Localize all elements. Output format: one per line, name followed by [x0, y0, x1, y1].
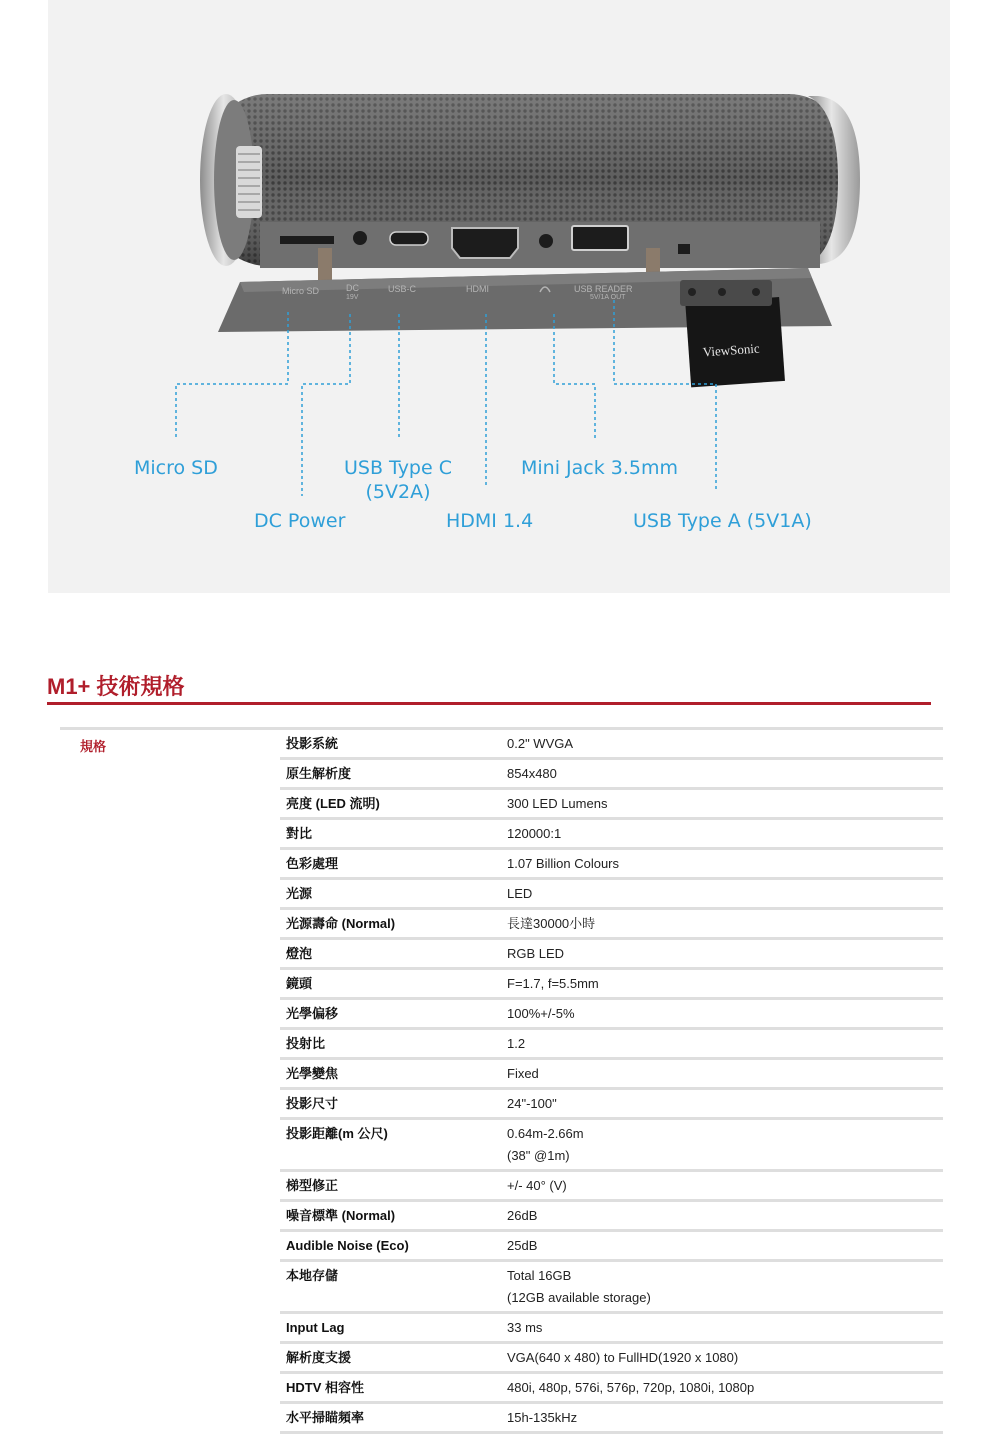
spec-value [501, 909, 943, 939]
label-usb-type-a: USB Type A (5V1A) [633, 510, 812, 532]
label-hdmi: HDMI 1.4 [446, 510, 534, 532]
viewsonic-tag [685, 297, 785, 387]
spec-key: 投影距離(m 公尺) [280, 1119, 501, 1171]
focus-wheel [236, 146, 262, 218]
spec-key: 本地存儲 [280, 1261, 501, 1313]
label-usb-type-c-spec: (5V2A) [365, 481, 431, 503]
usb-a-port [572, 226, 628, 250]
label-micro-sd: Micro SD [134, 457, 218, 479]
spec-value [501, 1059, 943, 1089]
spec-value-line: +/- 40° (V) [507, 1178, 567, 1193]
spec-row [280, 789, 943, 819]
spec-row [280, 1029, 943, 1059]
spec-value [501, 1171, 943, 1201]
spec-value [501, 849, 943, 879]
spec-row [280, 1403, 943, 1433]
spec-key: 梯型修正 [280, 1171, 501, 1201]
spec-row [280, 999, 943, 1029]
spec-row [280, 1373, 943, 1403]
spec-key: Input Lag [280, 1313, 501, 1343]
spec-value [501, 939, 943, 969]
label-usb-type-c [340, 456, 456, 504]
spec-key: 光源壽命 (Normal) [280, 909, 501, 939]
cover-text-usb-reader-sub: 5V/1A OUT [590, 294, 626, 301]
spec-value [501, 730, 943, 759]
spec-key: 色彩處理 [280, 849, 501, 879]
spec-value-line: F=1.7, f=5.5mm [507, 976, 599, 991]
spec-value-line: 26dB [507, 1208, 538, 1223]
cover-text-usb-reader: USB READER [574, 284, 633, 294]
spec-value [501, 1343, 943, 1373]
spec-key: Audible Noise (Eco) [280, 1231, 501, 1261]
spec-row [280, 759, 943, 789]
spec-table [280, 730, 943, 1434]
spec-value [501, 879, 943, 909]
spec-value [501, 759, 943, 789]
spec-key: 燈泡 [280, 939, 501, 969]
spec-key: 光學偏移 [280, 999, 501, 1029]
spec-row [280, 1119, 943, 1171]
spec-value [501, 1403, 943, 1433]
spec-value [501, 819, 943, 849]
spec-key: 投影系統 [280, 730, 501, 759]
spec-value-line: 15h-135kHz [507, 1410, 578, 1425]
spec-value-line: 100%+/-5% [507, 1006, 575, 1021]
cover-text-usbc: USB-C [388, 284, 417, 294]
spec-value-line: 1.2 [507, 1036, 526, 1051]
spec-key: 投射比 [280, 1029, 501, 1059]
label-mini-jack: Mini Jack 3.5mm [521, 457, 679, 479]
cover-text-dc-volt: 19V [346, 294, 359, 301]
spec-row [280, 1343, 943, 1373]
spec-value-line: (38" @1m) [507, 1148, 570, 1163]
spec-key: 投影尺寸 [280, 1089, 501, 1119]
spec-value-line: Total 16GB [507, 1268, 572, 1283]
label-dc-power: DC Power [254, 510, 346, 532]
spec-value [501, 1201, 943, 1231]
spec-row [280, 939, 943, 969]
dc-port [353, 231, 367, 245]
spec-key: 噪音標準 (Normal) [280, 1201, 501, 1231]
label-usb-type-c-name: USB Type C [344, 457, 452, 479]
spec-key: 亮度 (LED 流明) [280, 789, 501, 819]
spec-value [501, 1231, 943, 1261]
spec-key: 水平掃瞄頻率 [280, 1403, 501, 1433]
spec-row [280, 1313, 943, 1343]
spec-value-line: 33 ms [507, 1320, 543, 1335]
title-divider [47, 702, 931, 705]
cover-text-hdmi: HDMI [466, 284, 489, 294]
spec-value-line: Fixed [507, 1066, 539, 1081]
spec-row [280, 1171, 943, 1201]
spec-key: 鏡頭 [280, 969, 501, 999]
spec-row [280, 730, 943, 759]
spec-value-line: 0.64m-2.66m [507, 1126, 584, 1141]
spec-value-line: 480i, 480p, 576i, 576p, 720p, 1080i, 1080p [507, 1380, 755, 1395]
mini-jack-port [539, 234, 553, 248]
spec-value-line: 0.2" WVGA [507, 736, 574, 751]
spec-value-line: 25dB [507, 1238, 538, 1253]
spec-value-line: (12GB available storage) [507, 1290, 651, 1305]
spec-row [280, 1231, 943, 1261]
spec-value [501, 1089, 943, 1119]
spec-key: 解析度支援 [280, 1343, 501, 1373]
spec-key: 對比 [280, 819, 501, 849]
cover-text-dc: DC [346, 283, 359, 293]
spec-key: 原生解析度 [280, 759, 501, 789]
spec-value [501, 1119, 943, 1171]
spec-row [280, 1261, 943, 1313]
spec-value [501, 999, 943, 1029]
spec-value-line: VGA(640 x 480) to FullHD(1920 x 1080) [507, 1350, 739, 1365]
cover-text-microsd: Micro SD [282, 286, 320, 296]
spec-value-line: 長達30000小時 [507, 916, 596, 931]
spec-value [501, 1373, 943, 1403]
hdmi-port [452, 228, 518, 258]
spec-value-line: 120000:1 [507, 826, 562, 841]
projector-illustration [48, 0, 950, 593]
spec-value [501, 1261, 943, 1313]
spec-value-line: RGB LED [507, 946, 565, 961]
spec-value [501, 789, 943, 819]
spec-value [501, 1313, 943, 1343]
port-strip [260, 222, 820, 268]
spec-value-line: LED [507, 886, 533, 901]
spec-table-body [280, 730, 943, 1433]
spec-group-label: 規格 [80, 739, 107, 754]
spec-row [280, 879, 943, 909]
spec-key: HDTV 相容性 [280, 1373, 501, 1403]
microsd-slot [280, 236, 334, 244]
usb-c-port [390, 232, 428, 245]
spec-key: 光學變焦 [280, 1059, 501, 1089]
spec-row [280, 909, 943, 939]
spec-row [280, 1059, 943, 1089]
spec-title: M1+ 技術規格 [47, 674, 185, 699]
spec-row [280, 819, 943, 849]
spec-key: 光源 [280, 879, 501, 909]
spec-row [280, 969, 943, 999]
viewsonic-logo: ViewSonic [702, 340, 761, 360]
spec-row [280, 849, 943, 879]
spec-value-line: 300 LED Lumens [507, 796, 608, 811]
spec-value-line: 854x480 [507, 766, 557, 781]
spec-row [280, 1089, 943, 1119]
spec-value [501, 1029, 943, 1059]
product-port-diagram [48, 0, 950, 593]
spec-row [280, 1201, 943, 1231]
spec-value-line: 1.07 Billion Colours [507, 856, 620, 871]
spec-value-line: 24"-100" [507, 1096, 557, 1111]
spec-value [501, 969, 943, 999]
